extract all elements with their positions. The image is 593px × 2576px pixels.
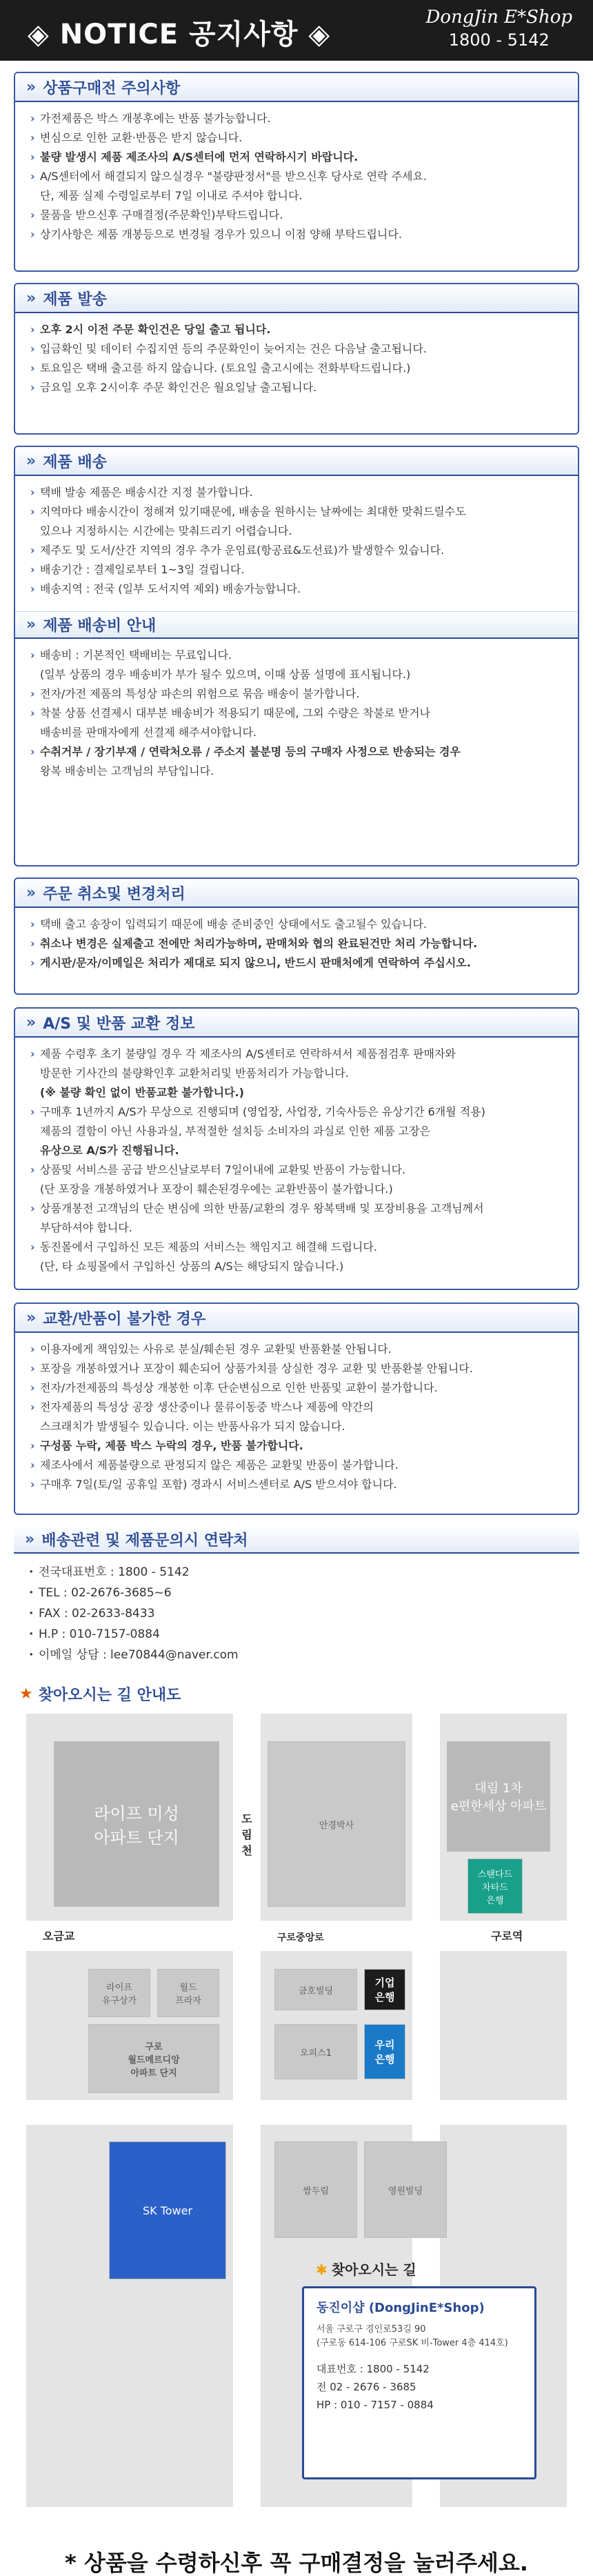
list-item: › 동진몰에서 구입하신 모든 제품의 서비스는 책임지고 해결해 드립니다. — [30, 1238, 564, 1257]
list-item: 방문한 기사간의 불량확인후 교환처리및 반품처리가 가능합니다. — [40, 1067, 349, 1080]
section-title: A/S 및 반품 교환 정보 — [43, 1015, 195, 1033]
section-order-cancel — [14, 878, 579, 995]
contact-item: · 전국대표번호 : 1800 - 5142 — [29, 1562, 564, 1583]
contact-list — [14, 1554, 579, 1674]
list-item: › 배송비 : 기본적인 택배비는 무료입니다. — [30, 646, 564, 665]
life-block: 라이프 유구상가 — [88, 1969, 150, 2017]
chevron-right-icon: » — [26, 1309, 37, 1327]
list-item: › 배송기간 : 결제일로부터 1~3일 걸립니다. — [30, 560, 564, 579]
chevron-right-icon: » — [26, 289, 37, 307]
section-shipping — [14, 283, 579, 435]
contact-title: 배송관련 및 제품문의시 연락처 — [41, 1532, 248, 1549]
apt-left-block: 라이프 미성 아파트 단지 — [54, 1741, 219, 1907]
section-header — [15, 284, 578, 313]
list-item: › 변심으로 인한 교환·반품은 받지 않습니다. — [30, 128, 564, 148]
chevron-right-icon: » — [26, 616, 37, 633]
list-item: › 상기사항은 제품 개봉등으로 변경될 경우가 있으니 이점 양해 부탁드립니다. — [30, 225, 564, 244]
list-item: › 전자/가전제품의 특성상 개봉한 이후 단순변심으로 인한 반품및 교환이 불가합니다. — [30, 1378, 564, 1398]
list-item: 부담하셔야 합니다. — [40, 1221, 132, 1234]
apt-right-block: 대림 1차 e편한세상 아파트 — [447, 1741, 550, 1852]
list-item: › 전자/가전 제품의 특성상 파손의 위험으로 묶음 배송이 불가합니다. — [30, 684, 564, 704]
list-item: › 불량 발생시 제품 제조사의 A/S센터에 먼저 연락하시기 바랍니다. — [30, 148, 564, 167]
sk-tower-block — [109, 2141, 226, 2279]
road-label-center: 구로중앙로 — [274, 1930, 327, 1944]
road-horizontal-2 — [26, 2100, 567, 2125]
chevron-right-icon: » — [25, 1530, 35, 1548]
road-label-vertical: 도림천 — [236, 1810, 258, 1858]
list-item: › 제품 수령후 초기 불량일 경우 각 제조사의 A/S센터로 연락하셔서 제품점검후 판매자와 — [30, 1044, 564, 1064]
bank-industrial-block: 기업 은행 — [364, 1969, 405, 2010]
list-item: 제품의 결함이 아닌 사용과실, 부적절한 설치등 소비자의 과실로 인한 제품 고장은 — [40, 1124, 430, 1138]
section-list — [15, 313, 578, 404]
world-plaza-block: 월드 프라자 — [157, 1969, 219, 2017]
hospital-block — [268, 1741, 405, 1907]
section-header — [15, 1009, 578, 1038]
section-title: 상품구매전 주의사항 — [43, 79, 181, 97]
list-item: › 택배 출고 송장이 입력되기 때문에 배송 준비중인 상태에서도 출고될수 있습니다. — [30, 915, 564, 934]
shop-info-rep: 대표번호 : 1800 - 5142 — [316, 2363, 430, 2375]
section-title: 주문 취소및 변경처리 — [43, 885, 185, 903]
contact-item: · TEL : 02-2676-3685~6 — [29, 1583, 564, 1603]
list-item: (단 포장을 개봉하였거나 포장이 훼손된경우에는 교환반품이 불가합니다.) — [40, 1182, 393, 1196]
list-item: › A/S센터에서 해결되지 않으실경우 "불량판정서"를 받으신후 당사로 연락 주세요. — [30, 167, 564, 186]
list-item: › 물품을 받으신후 구매결정(주문확인)부탁드립니다. — [30, 206, 564, 225]
list-item: 있으나 지정하시는 시간에는 맞춰드리기 어렵습니다. — [40, 524, 292, 537]
chevron-right-icon: » — [26, 884, 37, 902]
list-item: 단, 제품 실제 수령일로부터 7일 이내로 주셔야 합니다. — [40, 189, 303, 202]
notice-header — [0, 0, 593, 61]
list-item: (※ 불량 확인 없이 반품교환 불가합니다.) — [40, 1086, 244, 1099]
list-item: 배송비를 판매자에게 선결제 해주셔야합니다. — [40, 726, 257, 739]
list-item: › 구매후 7일(토/일 공휴일 포함) 경과시 서비스센터로 A/S 받으셔야 합니다. — [30, 1475, 564, 1494]
section-delivery — [14, 446, 579, 866]
contact-header — [14, 1526, 579, 1554]
section-list — [15, 476, 578, 606]
list-item: › 게시판/문자/이메일은 처리가 제대로 되지 않으니, 반드시 판매처에게 연락하여 주십시오. — [30, 953, 564, 973]
list-item: › 가전제품은 박스 개봉후에는 반품 불가능합니다. — [30, 109, 564, 128]
list-item: › 상품개봉전 고객님의 단순 변심에 의한 반품/교환의 경우 왕복택배 및 포장비용을 고객님께서 — [30, 1199, 564, 1218]
subsection-header — [15, 611, 578, 639]
section-title: 교환/반품이 불가한 경우 — [43, 1310, 206, 1328]
ssamdu-block: 쌈두림 — [274, 2141, 357, 2238]
section-header — [15, 447, 578, 476]
list-item: › 제주도 및 도서/산간 지역의 경우 추가 운임료(항공료&도선료)가 발생할수 있습니다. — [30, 541, 564, 560]
list-item: › 금요일 오후 2시이후 주문 확인건은 월요일날 출고됩니다. — [30, 378, 564, 397]
shop-info-address: 서울 구로구 경인로53길 90 (구로동 614-106 구로SK 비-Tower 4층 414호) — [316, 2324, 508, 2348]
section-list — [15, 908, 578, 980]
hospital-label: 안경박사 — [319, 1820, 354, 1831]
find-label-text: 찾아오시는 길 — [331, 2261, 416, 2278]
list-item: 스크래치가 발생될수 있습니다. 이는 반품사유가 되지 않습니다. — [40, 1420, 345, 1433]
map-title: 찾아오시는 길 안내도 — [38, 1687, 181, 1704]
list-item: › 이용자에게 책임있는 사유로 분실/훼손된 경우 교환및 반품환불 안됩니다. — [30, 1340, 564, 1359]
list-item: › 오후 2시 이전 주문 확인건은 당일 출고 됩니다. — [30, 320, 564, 339]
list-item: › 포장을 개봉하였거나 포장이 훼손되어 상품가치를 상실한 경우 교환 및 반품환불 안됩니다. — [30, 1359, 564, 1378]
list-item: › 구성품 누락, 제품 박스 누락의 경우, 반품 불가합니다. — [30, 1436, 564, 1456]
shop-badge — [426, 7, 572, 50]
section-as-return — [14, 1007, 579, 1290]
contact-section — [14, 1526, 579, 1674]
section-title: 제품 발송 — [43, 290, 107, 308]
footer-notice: * 상품을 수령하신후 꼭 구매결정을 눌러주세요. — [65, 2550, 528, 2576]
subsection-list — [15, 639, 578, 788]
chevron-right-icon: » — [26, 78, 37, 96]
list-item: › 상품및 서비스를 공급 받으신날로부터 7일이내에 교환및 반품이 가능합니다. — [30, 1160, 564, 1180]
location-map — [26, 1714, 567, 2507]
world-apt-block: 구로 월드메르디앙 아파트 단지 — [88, 2024, 219, 2093]
section-list — [15, 102, 578, 251]
sk-tower-label: SK Tower — [142, 2203, 193, 2217]
contact-item: · FAX : 02-2633-8433 — [29, 1603, 564, 1624]
map-pin-icon: ★ — [19, 1685, 33, 1703]
subsection-title: 제품 배송비 안내 — [43, 617, 157, 635]
yeongwol-block: 영원빌딩 — [364, 2141, 447, 2238]
section-no-return — [14, 1302, 579, 1515]
section-header — [15, 1304, 578, 1333]
office-block: 오피스1 — [274, 2024, 357, 2079]
find-label — [316, 2259, 416, 2279]
list-item: › 전자제품의 특성상 공장 생산중이나 물류이동중 박스나 제품에 약간의 — [30, 1398, 564, 1417]
list-item: › 입금확인 및 데이터 수집지연 등의 주문확인이 늦어지는 건은 다음날 출고됩니다. — [30, 339, 564, 359]
list-item: › 택배 발송 제품은 배송시간 지정 불가합니다. — [30, 483, 564, 502]
list-item: (단, 타 쇼핑몰에서 구입하신 상품의 A/S는 해당되지 않습니다.) — [40, 1260, 344, 1273]
list-item: › 수취거부 / 장기부재 / 연락처오류 / 주소지 불분명 등의 구매자 사정으로 반송되는 경우 — [30, 742, 564, 762]
shop-phone: 1800 - 5142 — [448, 30, 550, 50]
section-title: 제품 배송 — [43, 453, 107, 471]
list-item: 유상으로 A/S가 진행됩니다. — [40, 1144, 179, 1157]
contact-item: · H.P : 010-7157-0884 — [29, 1624, 564, 1645]
list-item: › 구매후 1년까지 A/S가 무상으로 진행되며 (영업장, 사업장, 기숙사등은 유상기간 6개월 적용) — [30, 1102, 564, 1122]
bank-woori-block: 우리 은행 — [364, 2024, 405, 2079]
section-precautions — [14, 72, 579, 272]
section-list — [15, 1333, 578, 1501]
section-list — [15, 1038, 578, 1283]
road-label-right: 구로역 — [488, 1928, 525, 1943]
section-header — [15, 73, 578, 102]
chevron-right-icon: » — [26, 1013, 37, 1031]
shop-info-hp: HP : 010 - 7157 - 0884 — [316, 2399, 434, 2411]
shop-name: DongJin E*Shop — [425, 7, 572, 28]
contact-item[interactable]: · 이메일 상담 : lee70844@naver.com — [29, 1645, 564, 1665]
golden-block: 금호빌딩 — [274, 1969, 357, 2010]
shop-info-box — [302, 2286, 536, 2479]
section-header — [15, 879, 578, 908]
list-item: 왕복 배송비는 고객님의 부담입니다. — [40, 764, 214, 777]
notice-title: ◈ NOTICE 공지사항 ◈ — [28, 19, 331, 50]
chevron-right-icon: » — [26, 452, 37, 470]
list-item: › 착불 상품 선결제시 대부분 배송비가 적용되기 때문에, 그외 수량은 착불로 받거나 — [30, 704, 564, 723]
list-item: › 제조사에서 제품불량으로 판정되지 않은 제품은 교환및 반품이 불가합니다. — [30, 1456, 564, 1475]
list-item: › 취소나 변경은 실제출고 전에만 처리가능하며, 판매처와 협의 완료된건만 처리 가능합니다. — [30, 934, 564, 953]
bank-standard-block: 스탠다드 차타드 은행 — [468, 1859, 523, 1914]
shop-info-tel: 전 02 - 2676 - 3685 — [316, 2381, 416, 2393]
list-item: › 토요일은 택배 출고를 하지 않습니다. (토요일 출고시에는 전화부탁드립니다.) — [30, 359, 564, 378]
list-item: › 배송지역 : 전국 (일부 도서지역 제외) 배송가능합니다. — [30, 579, 564, 599]
list-item: › 지역마다 배송시간이 정해져 있기때문에, 배송을 원하시는 날짜에는 최대한 맞춰드릴수도 — [30, 502, 564, 522]
star-icon: ✱ — [316, 2261, 328, 2278]
road-label-left: 오금교 — [40, 1928, 77, 1943]
map-heading — [19, 1683, 181, 1705]
list-item: (일부 상품의 경우 배송비가 부가 될수 있으며, 이때 상품 설명에 표시됩니다.) — [40, 668, 411, 681]
shop-info-name: 동진이샵 (DongJinE*Shop) — [316, 2301, 485, 2315]
